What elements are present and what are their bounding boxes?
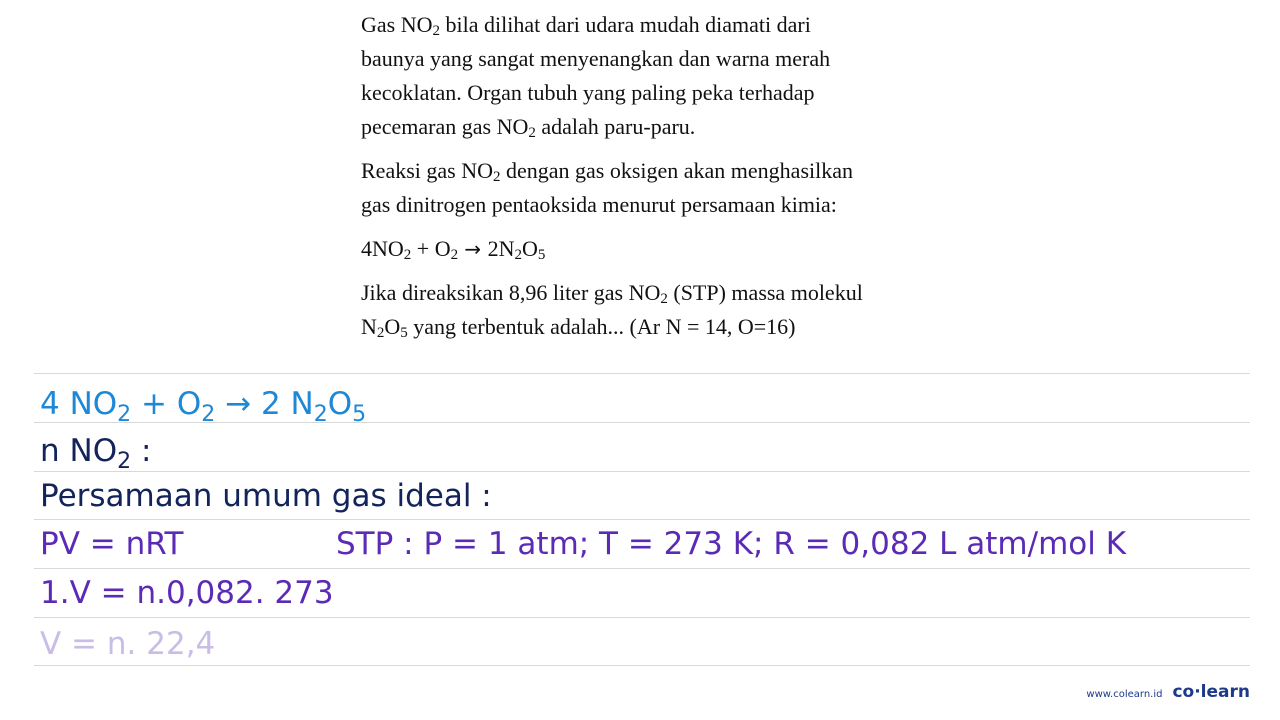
solution-result-line: V = n. 22,4 [40, 626, 216, 662]
chemical-equation: $4NO_2 + O_2 \to 2N_2O_5$ [361, 236, 546, 263]
ruled-line [34, 471, 1250, 472]
question-paragraph-2 [361, 154, 1001, 222]
ideal-gas-formula: PV = nRT [40, 526, 184, 562]
question-text [361, 8, 1001, 344]
stp-conditions: STP : P = 1 atm; T = 273 K; R = 0,082 L atm/mol K [336, 526, 1127, 562]
question-line: kecoklatan. Organ tubuh yang paling peka terhadap [361, 80, 815, 105]
ruled-line [34, 665, 1250, 666]
solution-ideal-gas-heading: Persamaan umum gas ideal : [40, 478, 492, 514]
solution-mole-line: n $NO_2$ : [40, 433, 152, 474]
question-line: pecemaran gas $NO_2$ adalah paru-paru. [361, 114, 696, 141]
solution-substitution-line: 1.V = n.0,082. 273 [40, 575, 334, 611]
footer-branding [1086, 682, 1250, 702]
question-paragraph-3 [361, 276, 1001, 344]
ruled-line [34, 422, 1250, 423]
question-line: $N_2O_5$ yang terbentuk adalah... (Ar N = 14, O=16) [361, 314, 796, 341]
ruled-line [34, 568, 1250, 569]
question-line: gas dinitrogen pentaoksida menurut persamaan kimia: [361, 192, 837, 217]
ruled-line [34, 519, 1250, 520]
question-line: Gas $NO_2$ bila dilihat dari udara mudah diamati dari [361, 12, 811, 39]
ruled-line [34, 617, 1250, 618]
footer-url: www.colearn.id [1086, 689, 1163, 700]
ruled-line [34, 373, 1250, 374]
question-paragraph-1 [361, 8, 1001, 144]
reaction-arrow-icon: → [458, 237, 488, 261]
question-line: baunya yang sangat menyenangkan dan warna merah [361, 46, 831, 71]
question-line: Jika direaksikan 8,96 liter gas $NO_2$ (STP) massa molekul [361, 280, 863, 307]
solution-formula-line [40, 526, 1240, 562]
colearn-logo: co·learn [1172, 682, 1250, 702]
question-line: Reaksi gas $NO_2$ dengan gas oksigen akan menghasilkan [361, 158, 853, 185]
solution-equation-line: 4 $NO_2 + O_2 \to 2$ $N_2O_5$ [40, 386, 367, 427]
reaction-arrow-icon: → [215, 386, 261, 422]
